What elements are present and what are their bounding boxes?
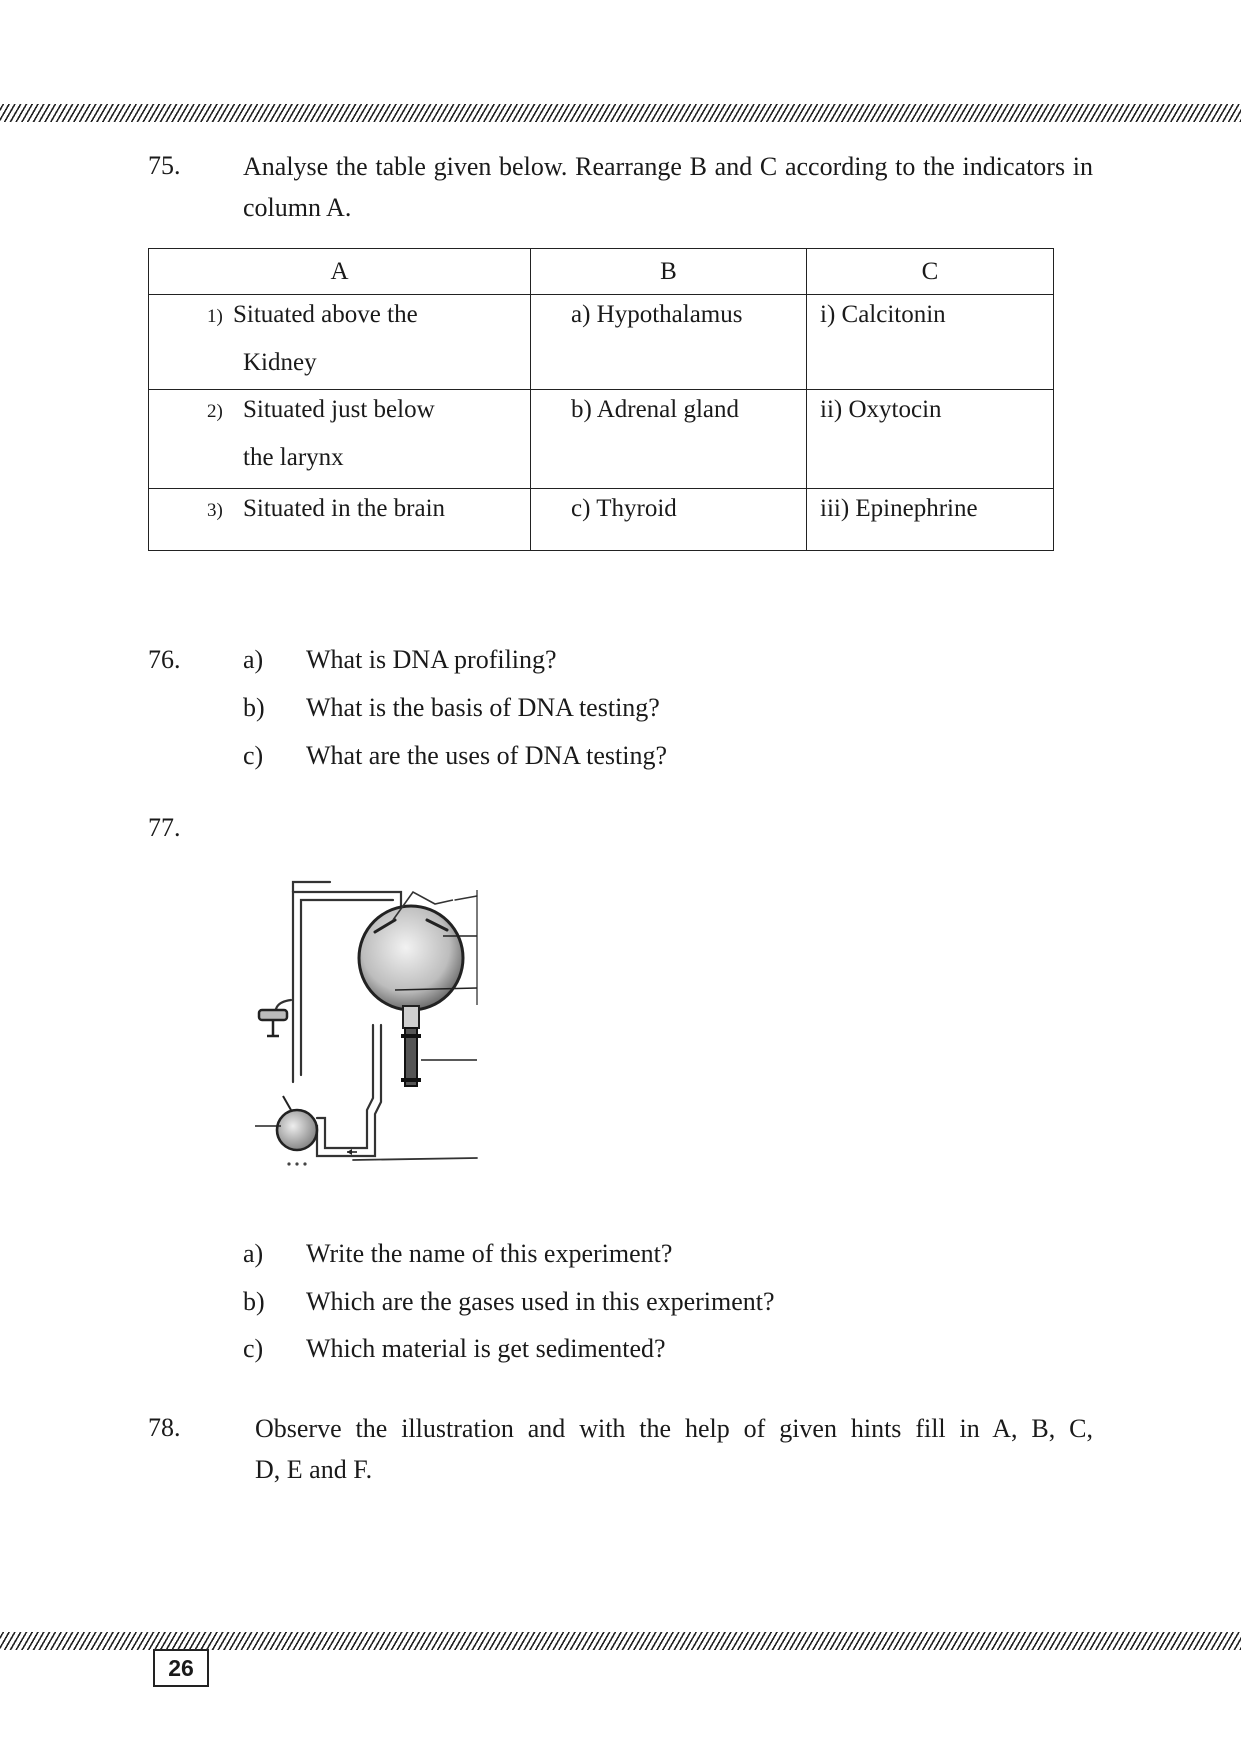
q77-c-label: c) [243,1334,264,1363]
q78-text-line1: Observe the illustration and with the help of given hints fill in A, B, C, [255,1414,1093,1443]
cell-a-text: Situated in the brain [243,495,446,522]
q78-number: 78. [148,1413,181,1442]
q75-text: Analyse the table given below. Rearrange B and C according to the indicators in column A. [243,152,1093,222]
miller-urey-apparatus-diagram [245,870,485,1170]
header-a: A [149,249,531,295]
table-row [149,489,1054,551]
q78-text-line2: D, E and F. [255,1455,373,1484]
cell-a-text: Situated just below [243,396,435,423]
q77-number: 77. [148,813,181,842]
row-number: 2) [207,401,223,422]
q75-number: 75. [148,151,181,180]
header-b: B [531,249,807,295]
q76-c-label: c) [243,741,264,770]
table-header-row [149,249,1054,295]
q76-b-text: What is the basis of DNA testing? [306,693,660,722]
cell-a-2 [149,390,531,489]
q76-number: 76. [148,645,181,674]
cell-a-3 [149,489,531,551]
top-hatched-border [0,104,1241,122]
bottom-hatched-border [0,1632,1241,1650]
table-row [149,295,1054,390]
cell-c-1: i) Calcitonin [807,295,1054,390]
cell-a-text-cont: the larynx [243,444,344,471]
cell-c-2: ii) Oxytocin [807,390,1054,489]
cell-a-text: Situated above the [233,301,418,328]
q76-b-label: b) [243,693,265,722]
q76-a-label: a) [243,645,264,674]
table-row [149,390,1054,489]
cell-a-text-cont: Kidney [243,349,317,376]
cell-c-3: iii) Epinephrine [807,489,1054,551]
header-c: C [807,249,1054,295]
q77-a-label: a) [243,1239,264,1268]
q77-b-label: b) [243,1287,265,1316]
q77-c-text: Which material is get sedimented? [306,1334,666,1363]
q76-c-text: What are the uses of DNA testing? [306,741,668,770]
q77-b-text: Which are the gases used in this experiment? [306,1287,775,1316]
row-number: 3) [207,500,223,521]
cell-a-1 [149,295,531,390]
page-number: 26 [153,1649,209,1687]
cell-b-1: a) Hypothalamus [531,295,807,390]
matching-table [148,248,1054,551]
cell-b-2: b) Adrenal gland [531,390,807,489]
row-number: 1) [207,306,223,327]
cell-b-3: c) Thyroid [531,489,807,551]
q76-a-text: What is DNA profiling? [306,645,557,674]
q77-a-text: Write the name of this experiment? [306,1239,673,1268]
